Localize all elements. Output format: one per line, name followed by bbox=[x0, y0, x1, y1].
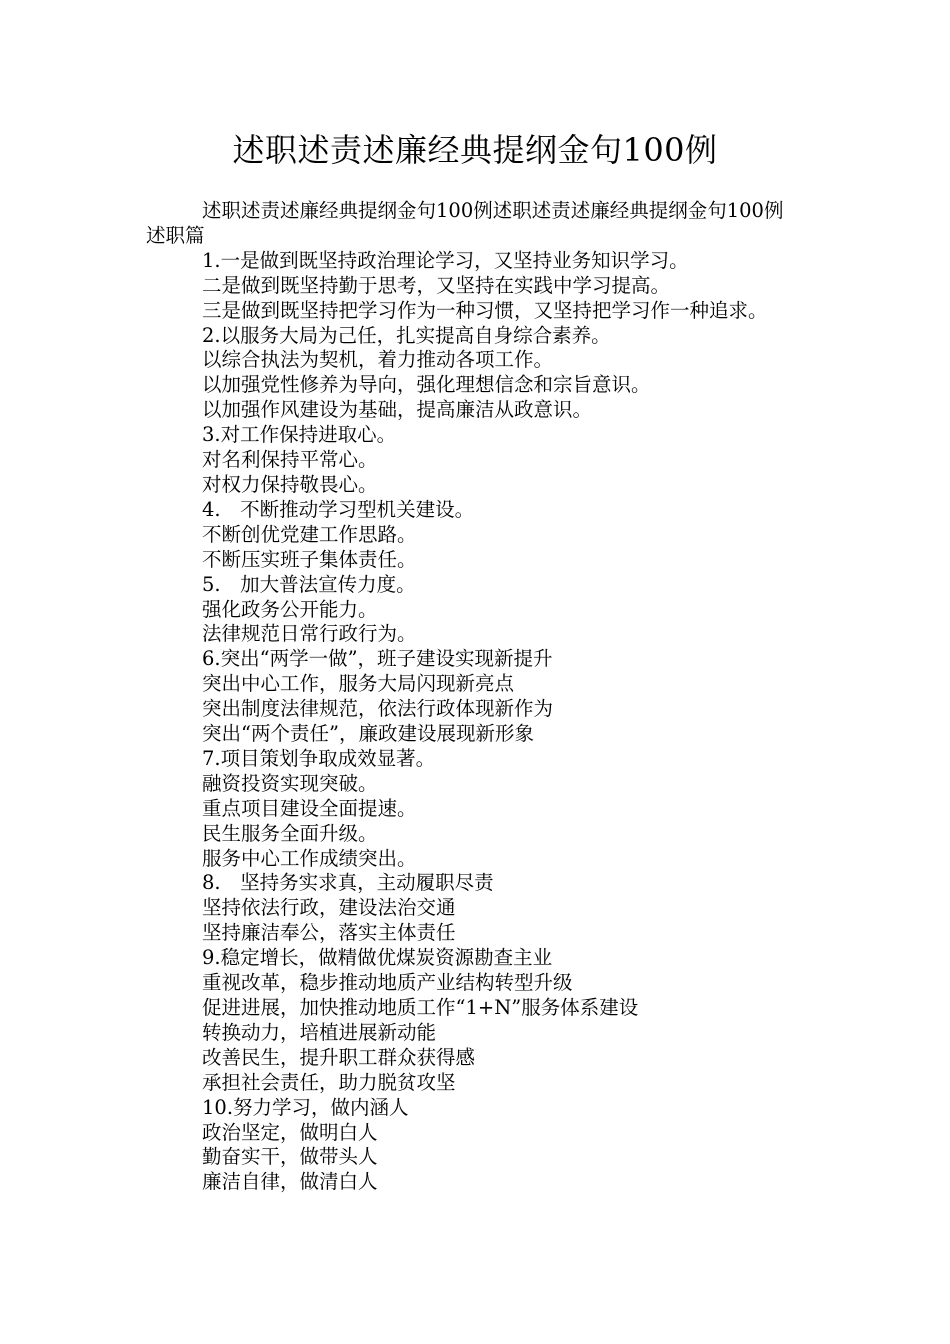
paragraph-line: 服务中心工作成绩突出。 bbox=[202, 846, 417, 870]
paragraph-line: 以加强党性修养为导向，强化理想信念和宗旨意识。 bbox=[202, 373, 651, 397]
paragraph-line: 坚持依法行政，建设法治交通 bbox=[202, 896, 456, 920]
paragraph-line: 改善民生，提升职工群众获得感 bbox=[202, 1045, 476, 1069]
paragraph-line: 促进进展，加快推动地质工作“1+N”服务体系建设 bbox=[202, 996, 639, 1019]
paragraph-line: 重视改革，稳步推动地质产业结构转型升级 bbox=[202, 971, 573, 995]
paragraph-line: 民生服务全面升级。 bbox=[202, 821, 378, 845]
paragraph-line: 强化政务公开能力。 bbox=[202, 597, 378, 621]
paragraph-line: 廉洁自律，做清白人 bbox=[202, 1170, 378, 1194]
paragraph-line: 突出“两个责任”，廉政建设展现新形象 bbox=[202, 722, 534, 746]
paragraph-line: 坚持廉洁奉公，落实主体责任 bbox=[202, 921, 456, 945]
paragraph-line: 三是做到既坚持把学习作为一种习惯，又坚持把学习作一种追求。 bbox=[202, 298, 768, 322]
paragraph-line: 10.努力学习，做内涵人 bbox=[202, 1095, 409, 1119]
paragraph-line: 法律规范日常行政行为。 bbox=[202, 622, 417, 646]
paragraph-line: 7.项目策划争取成效显著。 bbox=[202, 746, 436, 770]
paragraph-line: 不断压实班子集体责任。 bbox=[202, 547, 417, 571]
paragraph-line: 勤奋实干，做带头人 bbox=[202, 1145, 378, 1169]
paragraph-line: 突出制度法律规范，依法行政体现新作为 bbox=[202, 697, 554, 721]
paragraph-line: 融资投资实现突破。 bbox=[202, 771, 378, 795]
paragraph-line: 8. 坚持务实求真，主动履职尽责 bbox=[202, 871, 494, 895]
paragraph-line: 对名利保持平常心。 bbox=[202, 448, 378, 472]
paragraph-intro: 述职述责述廉经典提纲金句100例述职述责述廉经典提纲金句100例 述职篇 bbox=[146, 199, 823, 247]
paragraph-line: 政治坚定，做明白人 bbox=[202, 1120, 378, 1144]
document-title: 述职述责述廉经典提纲金句100例 bbox=[232, 131, 718, 169]
paragraph-line: 6.突出“两学一做”，班子建设实现新提升 bbox=[202, 647, 553, 671]
paragraph-line: 突出中心工作，服务大局闪现新亮点 bbox=[202, 672, 515, 696]
document-body bbox=[146, 199, 823, 1195]
paragraph-line: 9.稳定增长，做精做优煤炭资源勘查主业 bbox=[202, 946, 553, 970]
paragraph-line: 2.以服务大局为己任，扎实提高自身综合素养。 bbox=[202, 323, 611, 347]
paragraph-line: 二是做到既坚持勤于思考，又坚持在实践中学习提高。 bbox=[202, 273, 671, 297]
paragraph-line: 重点项目建设全面提速。 bbox=[202, 796, 417, 820]
paragraph-line: 对权力保持敬畏心。 bbox=[202, 472, 378, 496]
paragraph-line: 以综合执法为契机，着力推动各项工作。 bbox=[202, 348, 554, 372]
paragraph-line: 1.一是做到既坚持政治理论学习，又坚持业务知识学习。 bbox=[202, 248, 689, 272]
paragraph-line: 承担社会责任，助力脱贫攻坚 bbox=[202, 1070, 456, 1094]
paragraph-line: 5. 加大普法宣传力度。 bbox=[202, 572, 416, 596]
paragraph-line: 以加强作风建设为基础，提高廉洁从政意识。 bbox=[202, 398, 593, 422]
paragraph-line: 4. 不断推动学习型机关建设。 bbox=[202, 497, 475, 521]
paragraph-line: 不断创优党建工作思路。 bbox=[202, 522, 417, 546]
paragraph-line: 3.对工作保持进取心。 bbox=[202, 423, 397, 447]
paragraph-line: 转换动力，培植进展新动能 bbox=[202, 1020, 437, 1044]
